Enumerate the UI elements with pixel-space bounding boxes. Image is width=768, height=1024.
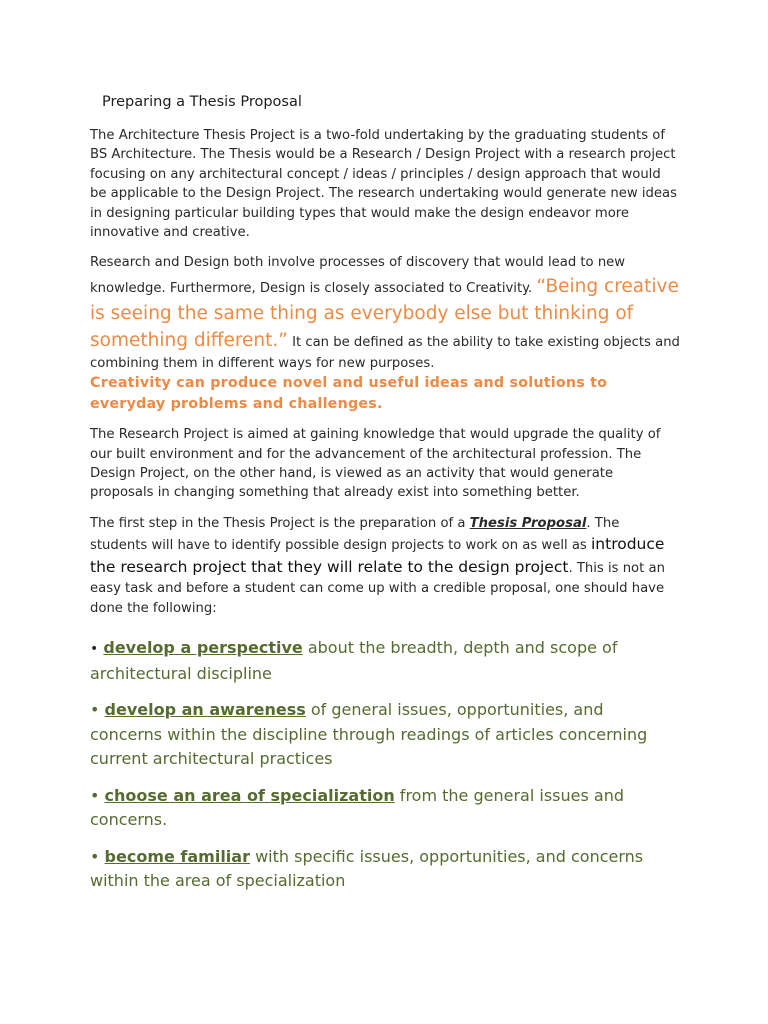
paragraph-first-step xyxy=(90,514,680,618)
bullet-icon: • xyxy=(90,846,100,866)
document-title: Preparing a Thesis Proposal xyxy=(102,94,302,110)
bullet-icon: • xyxy=(90,700,100,720)
research-project-emphasis: introduce the research project that they will relate to the design project xyxy=(90,535,665,577)
first-step-tail-text: . This is not an easy task and before a student can come up with a credible proposal, one should have done the following: xyxy=(90,561,665,616)
bullet-key-phrase: choose an area of specialization xyxy=(104,785,395,805)
first-step-lead-text: The first step in the Thesis Project is the preparation of a xyxy=(90,515,470,531)
thesis-proposal-term: Thesis Proposal xyxy=(469,515,587,531)
bullet-key-phrase: develop a perspective xyxy=(103,638,303,658)
bullet-key-phrase: become familiar xyxy=(104,846,250,866)
bullet-text: about the breadth, depth and scope of architectural discipline xyxy=(90,638,618,683)
document-page xyxy=(90,92,680,906)
bullet-text: from the general issues and concerns. xyxy=(90,785,624,830)
paragraph-intro: The Architecture Thesis Project is a two-fold undertaking by the graduating students of BS Architecture. The Thesis would be a Research / Design Project with a research project focusing on any architectural concept / ideas / principles / design approach that would be applicable to the Design Project. The research undertaking would generate new ideas in designing particular building types that would make the design endeavor more innovative and creative. xyxy=(90,128,677,241)
bullet-text: of general issues, opportunities, and concerns within the discipline through readings of articles concerning current architectural practices xyxy=(90,700,648,769)
bullet-icon: • xyxy=(90,641,99,658)
list-item xyxy=(90,636,680,686)
first-step-after-text: . The students will have to identify possible design projects to work on as well as xyxy=(90,515,620,554)
bullet-key-phrase: develop an awareness xyxy=(104,700,306,720)
paragraph-creativity xyxy=(90,253,680,414)
creativity-quote: “Being creative is seeing the same thing as everybody else but thinking of something different.” xyxy=(90,275,679,351)
paragraph-research-design: The Research Project is aimed at gaining knowledge that would upgrade the quality of our built environment and for the advancement of the architectural profession. The Design Project, on the other hand, is viewed as an activity that would generate proposals in changing something that already exist into something better. xyxy=(90,427,661,501)
list-item xyxy=(90,698,680,772)
list-item xyxy=(90,845,680,894)
creativity-lead-text: Research and Design both involve processes of discovery that would lead to new knowledge. Furthermore, Design is closely associated to Creativity. xyxy=(90,255,626,296)
list-item xyxy=(90,784,680,833)
bullet-icon: • xyxy=(90,785,100,805)
creativity-middle-text: It can be defined as the ability to take existing objects and combining them in different ways for new purposes. xyxy=(90,334,680,371)
bullet-text: with specific issues, opportunities, and concerns within the area of specialization xyxy=(90,846,644,891)
creativity-emphasis: Creativity can produce novel and useful ideas and solutions to everyday problems and challenges. xyxy=(90,375,608,412)
